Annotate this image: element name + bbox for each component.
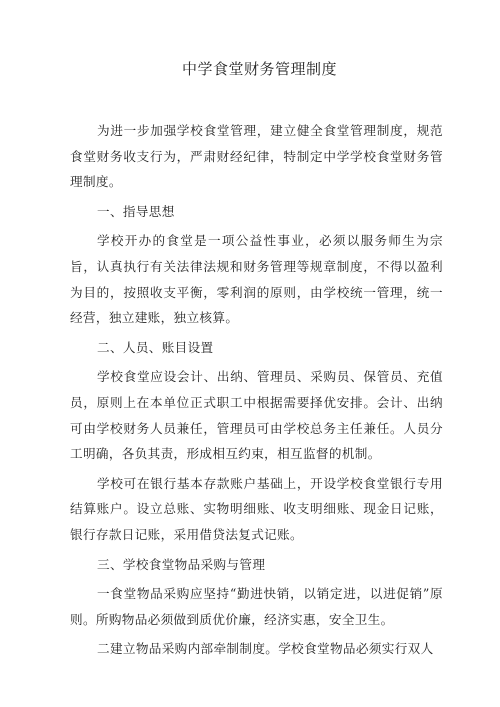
procurement-principle-paragraph: 一食堂物品采购应坚持“勤进快销，以销定进，以进促销”原则。所购物品必须做到质优价廉，经济实惠，安全卫生。 (70, 586, 443, 627)
intro-paragraph: 为进一步加强学校食堂管理，建立健全食堂管理制度，规范食堂财务收支行为，严肃财经纪律，特制定中学学校食堂财务管理制度。 (70, 123, 443, 190)
personnel-paragraph: 学校食堂应设会计、出纳、管理员、采购员、保管员、充值员，原则上在本单位正式职工中根据需要择优安排。会计、出纳可由学校财务人员兼任，管理员可由学校总务主任兼任。人员分工明确，各负其责，形成相互约束，相互监督的机制。 (70, 369, 443, 462)
section-heading-guiding-thought: 一、指导思想 (97, 203, 175, 219)
section-heading-personnel-accounts: 二、人员、账目设置 (97, 339, 214, 355)
procurement-control-paragraph: 二建立物品采购内部牵制制度。学校食堂物品必须实行双人 (97, 641, 434, 657)
guiding-thought-paragraph: 学校开办的食堂是一项公益性事业，必须以服务师生为宗旨，认真执行有关法律法规和财务管理等规章制度，不得以盈利为目的，按照收支平衡，零利润的原则，由学校统一管理，统一经营，独立建账，独立核算。 (70, 233, 443, 326)
accounts-paragraph: 学校可在银行基本存款账户基础上，开设学校食堂银行专用结算账户。设立总账、实物明细账、收支明细账、现金日记账，银行存款日记账，采用借贷法复式记账。 (70, 475, 443, 542)
document-title: 中学食堂财务管理制度 (181, 60, 337, 78)
section-heading-procurement: 三、学校食堂物品采购与管理 (97, 556, 266, 572)
